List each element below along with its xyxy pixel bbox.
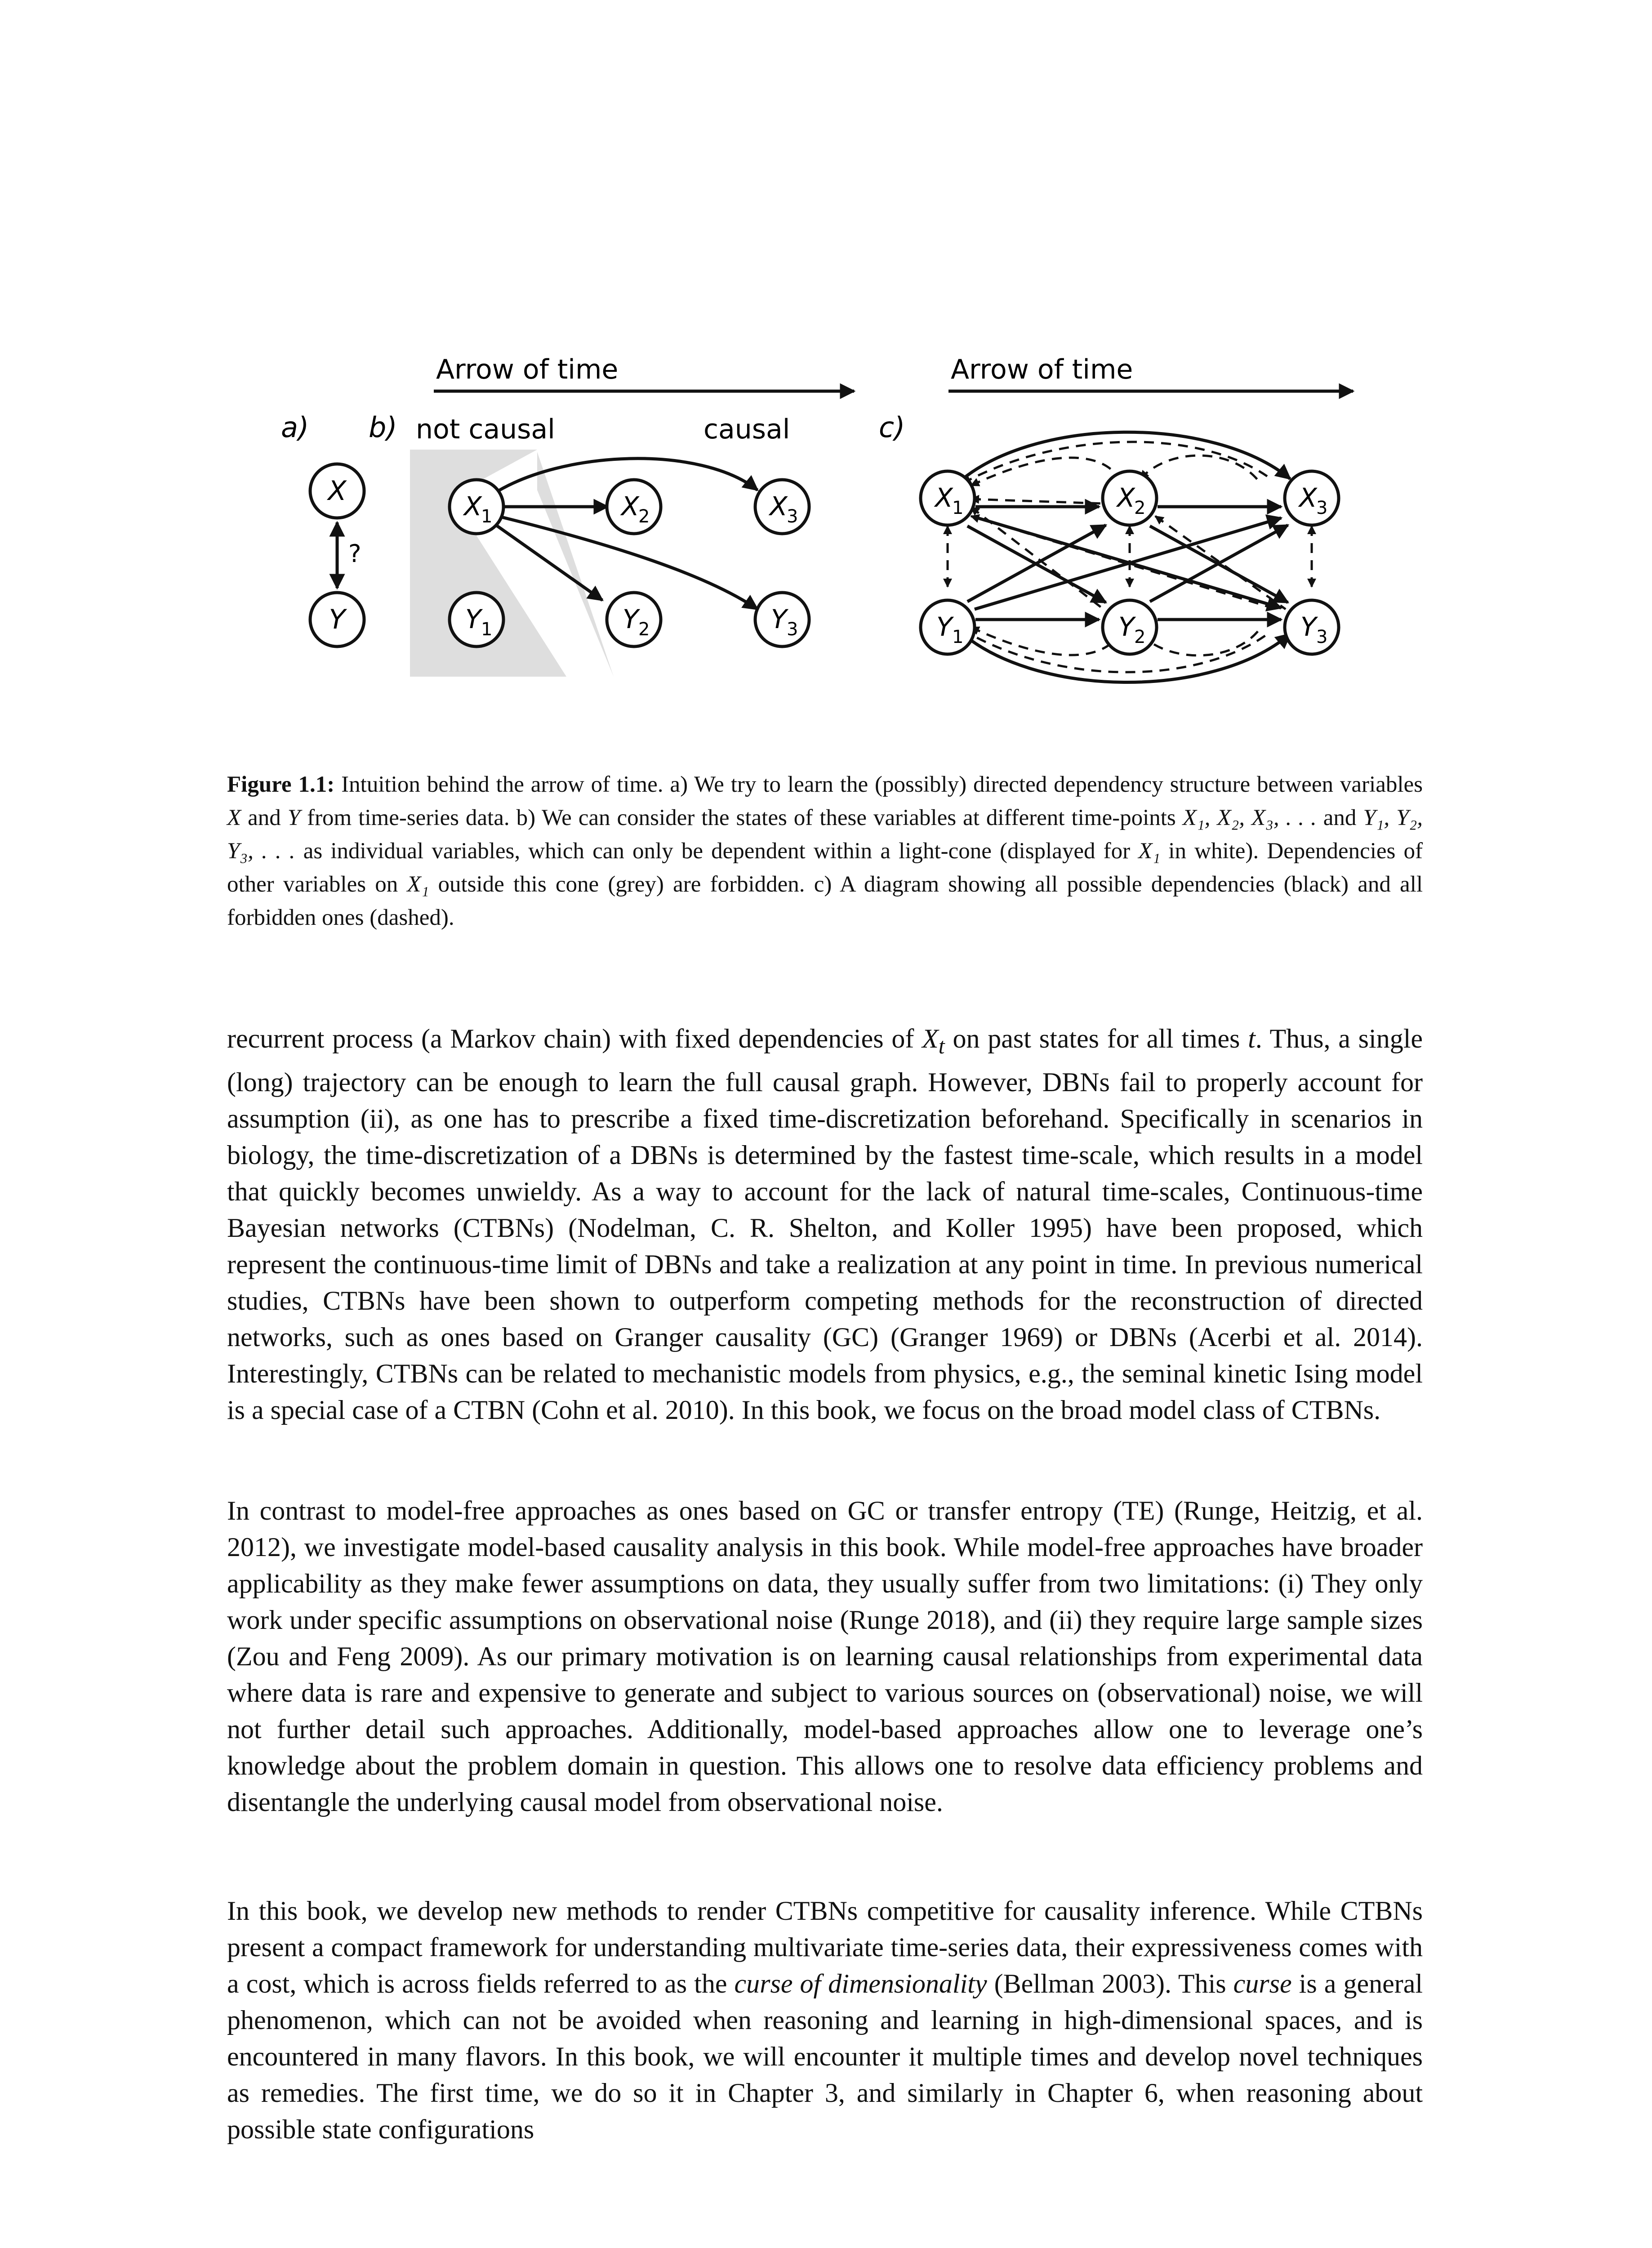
svg-text:2: 2 [638, 506, 650, 527]
node-x: X [328, 475, 347, 507]
svg-text:3: 3 [1316, 627, 1328, 647]
paragraph-1 [227, 1021, 1423, 1428]
svg-text:Y: Y [1118, 611, 1135, 642]
caption-math: X [227, 805, 241, 830]
caption-text: and [1316, 805, 1363, 830]
caption-math: Y₁, Y₂, Y₃, . . . [227, 805, 1423, 864]
not-causal-label: not causal [416, 414, 555, 445]
panel-a-label: a) [281, 411, 309, 444]
paragraph-text: (Bellman 2003). This [987, 1969, 1233, 1998]
caption-label: Figure 1.1: [227, 772, 335, 797]
paragraph-2: In contrast to model-free approaches as ones based on GC or transfer entropy (TE) (Runge, Heitzig, et al. 2012), we investigate model-based causality analysis in this book. While model-free approaches have broader applicability as they make fewer assumptions on data, they usually suffer from two limitations: (i) They only work under specific assumptions on observational noise (Runge 2018), and (ii) they require large sample sizes (Zou and Feng 2009). As our primary motivation is on learning causal relationships from experimental data where data is rare and expensive to generate and subject to various sources on (observational) noise, we will not further detail such approaches. Additionally, model-based approaches allow one to leverage one’s knowledge about the problem domain in question. This allows one to resolve data efficiency problems and disentangle the underlying causal model from observational noise. [227, 1496, 1423, 1817]
svg-text:X: X [935, 482, 953, 513]
math-inline: t [1248, 1024, 1256, 1053]
caption-math: Y [287, 805, 301, 830]
arrow-label-c: Arrow of time [951, 354, 1133, 385]
paragraph-text: recurrent process (a Markov chain) with fixed dependencies of [227, 1024, 922, 1053]
caption-math: X₁, X₂, X₃, . . . [1182, 805, 1317, 830]
emphasis: curse of dimensionality [734, 1969, 987, 1998]
causal-label: causal [704, 414, 790, 445]
math-inline: X [922, 1024, 939, 1053]
svg-text:3: 3 [787, 506, 798, 527]
svg-text:2: 2 [638, 619, 650, 640]
svg-text:1: 1 [952, 498, 964, 518]
math-subscript: t [938, 1033, 945, 1058]
question-mark: ? [348, 540, 361, 568]
node-y: Y [329, 604, 346, 635]
paragraph-text: . Thus, a single (long) trajectory can be enough to learn the full causal graph. However, DBNs fail to properly account for assumption (ii), as one has to prescribe a fixed time-discretization beforehand. Specifically in scenarios in biology, the time-discretization of a DBNs is determined by the fastest time-scale, which results in a model that quickly becomes unwieldy. As a way to account for the lack of natural time-scales, Continuous-time Bayesian networks (CTBNs) (Nodelman, C. R. Shelton, and Koller 1995) have been proposed, which represent the continuous-time limit of DBNs and take a realization at any point in time. In previous numerical studies, CTBNs have been shown to outperform competing methods for the reconstruction of directed networks, such as ones based on Granger causality (GC) (Granger 1969) or DBNs (Acerbi et al. 2014). Interestingly, CTBNs can be related to mechanistic models from physics, e.g., the seminal kinetic Ising model is a special case of a CTBN (Cohn et al. 2010). In this book, we focus on the broad model class of CTBNs. [227, 1024, 1423, 1425]
paragraph-text: is a general phenomenon, which can not be avoided when reasoning and learning in high-dimensional spaces, and is encountered in many flavors. In this book, we will encounter it multiple times and develop novel techniques as remedies. The first time, we do so it in Chapter 3, and similarly in Chapter 6, when reasoning about possible state configurations [227, 1969, 1423, 2144]
svg-text:Y: Y [936, 611, 953, 642]
figure-caption [227, 768, 1423, 934]
svg-text:Y: Y [771, 604, 787, 634]
svg-text:1: 1 [481, 506, 493, 527]
caption-text: from time-series data. b) We can consider the states of these variables at different time-points [300, 805, 1183, 830]
svg-text:1: 1 [481, 619, 493, 640]
svg-text:X: X [1117, 482, 1135, 513]
caption-math: X₁ [407, 872, 429, 897]
paragraph-text: on past states for all times [944, 1024, 1248, 1053]
panel-a [310, 464, 364, 647]
svg-text:X: X [464, 491, 482, 522]
svg-text:3: 3 [1316, 498, 1328, 518]
panel-b-label: b) [369, 411, 397, 444]
caption-text: outside this cone (grey) are forbidden. c) A diagram showing all possible dependencies (black) and all forbidden ones (dashed). [227, 872, 1423, 930]
arrow-label-b: Arrow of time [436, 354, 619, 385]
svg-text:3: 3 [787, 619, 798, 640]
emphasis: curse [1233, 1969, 1292, 1998]
figure-1-1 [252, 333, 1403, 728]
panel-c-label: c) [879, 411, 905, 444]
svg-text:Y: Y [1300, 611, 1317, 642]
svg-text:X: X [621, 491, 639, 522]
caption-math: X₁ [1138, 839, 1161, 864]
svg-text:Y: Y [465, 604, 481, 634]
caption-text: as individual variables, which can only be dependent within a light-cone (displayed for [295, 839, 1139, 864]
svg-text:X: X [770, 491, 788, 522]
paragraph-3 [227, 1893, 1423, 2148]
caption-text: in white). Dependencies of other variables on [227, 839, 1423, 897]
svg-text:Y: Y [623, 604, 639, 634]
caption-text: and [241, 805, 288, 830]
caption-text: Intuition behind the arrow of time. a) We try to learn the (possibly) directed dependency structure between variables [334, 772, 1423, 797]
svg-text:1: 1 [952, 627, 964, 647]
svg-text:2: 2 [1134, 627, 1146, 647]
svg-text:2: 2 [1134, 498, 1146, 518]
paragraph-text: In this book, we develop new methods to render CTBNs competitive for causality inference. While CTBNs present a compact framework for understanding multivariate time-series data, their expressiveness comes with a cost, which is across fields referred to as the [227, 1896, 1423, 1998]
svg-text:X: X [1299, 482, 1317, 513]
